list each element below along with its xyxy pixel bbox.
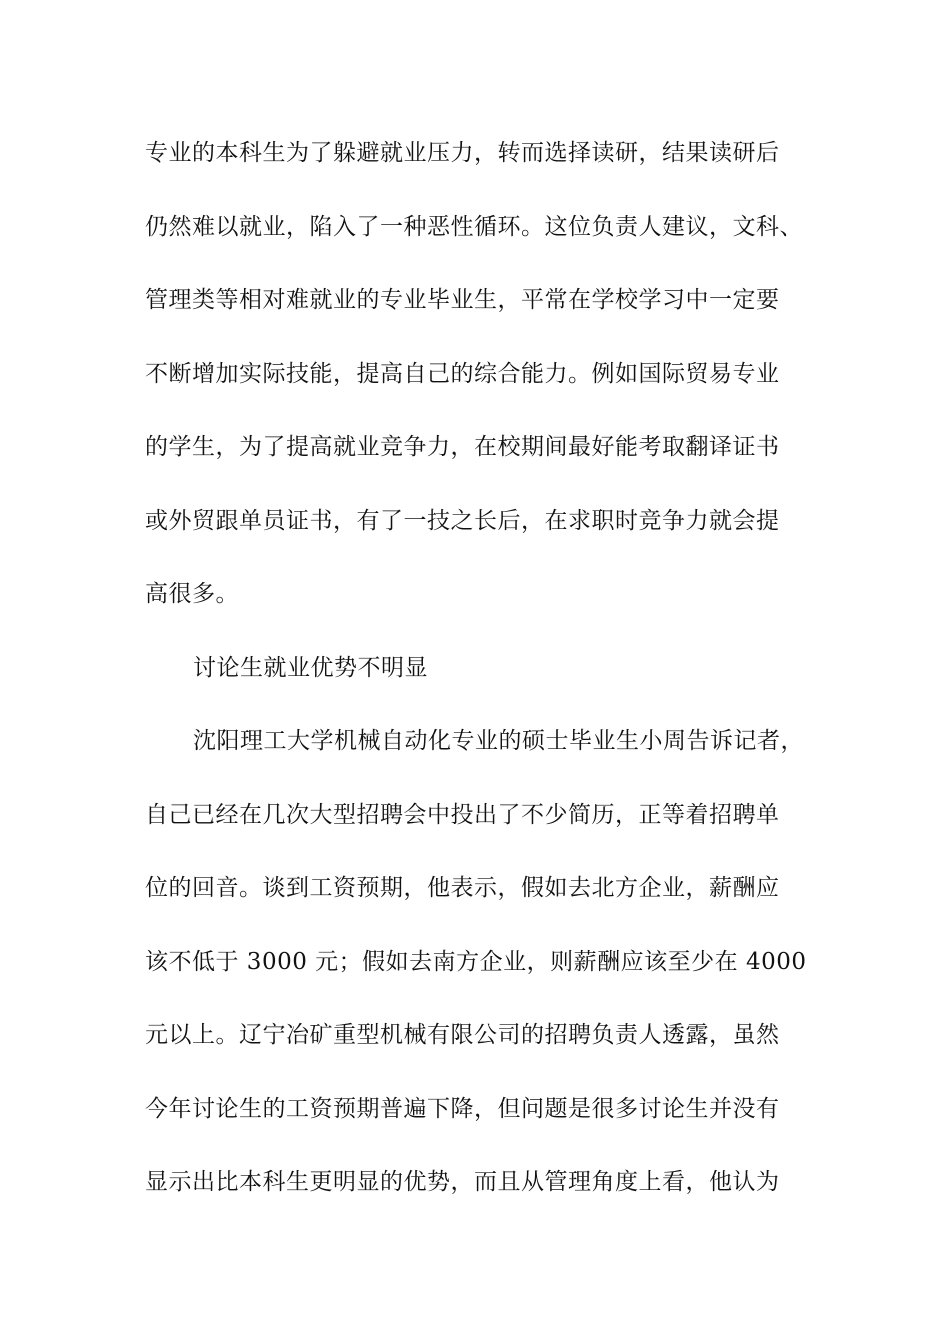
body-text — [145, 128, 810, 1231]
text-line: 高很多。 — [145, 581, 239, 607]
text-line: 自己已经在几次大型招聘会中投出了不少简历，正等着招聘单 — [145, 801, 780, 828]
text-line: 位的回音。谈到工资预期，他表示，假如去北方企业，薪酬应 — [145, 875, 780, 901]
text-line: 不断增加实际技能，提高自己的综合能力。例如国际贸易专业 — [145, 360, 780, 387]
text-line: 元以上。辽宁冶矿重型机械有限公司的招聘负责人透露，虽然 — [145, 1022, 780, 1048]
text-line: 今年讨论生的工资预期普遍下降，但问题是很多讨论生并没有 — [145, 1095, 780, 1122]
text-line: 管理类等相对难就业的专业毕业生，平常在学校学习中一定要 — [145, 287, 780, 313]
text-line: 沈阳理工大学机械自动化专业的硕士毕业生小周告诉记者， — [193, 728, 804, 754]
text-line: 专业的本科生为了躲避就业压力，转而选择读研，结果读研后 — [145, 140, 780, 166]
text-line: 该不低于 3000 元；假如去南方企业，则薪酬应该至少在 4000 — [145, 948, 807, 975]
text-line: 显示出比本科生更明显的优势，而且从管理角度上看，他认为 — [145, 1169, 780, 1195]
section-heading: 讨论生就业优势不明显 — [193, 654, 428, 681]
text-line: 或外贸跟单员证书，有了一技之长后，在求职时竞争力就会提 — [145, 507, 780, 534]
text-line: 的学生，为了提高就业竞争力，在校期间最好能考取翻译证书 — [145, 434, 780, 460]
text-line: 仍然难以就业，陷入了一种恶性循环。这位负责人建议，文科、 — [145, 213, 803, 240]
